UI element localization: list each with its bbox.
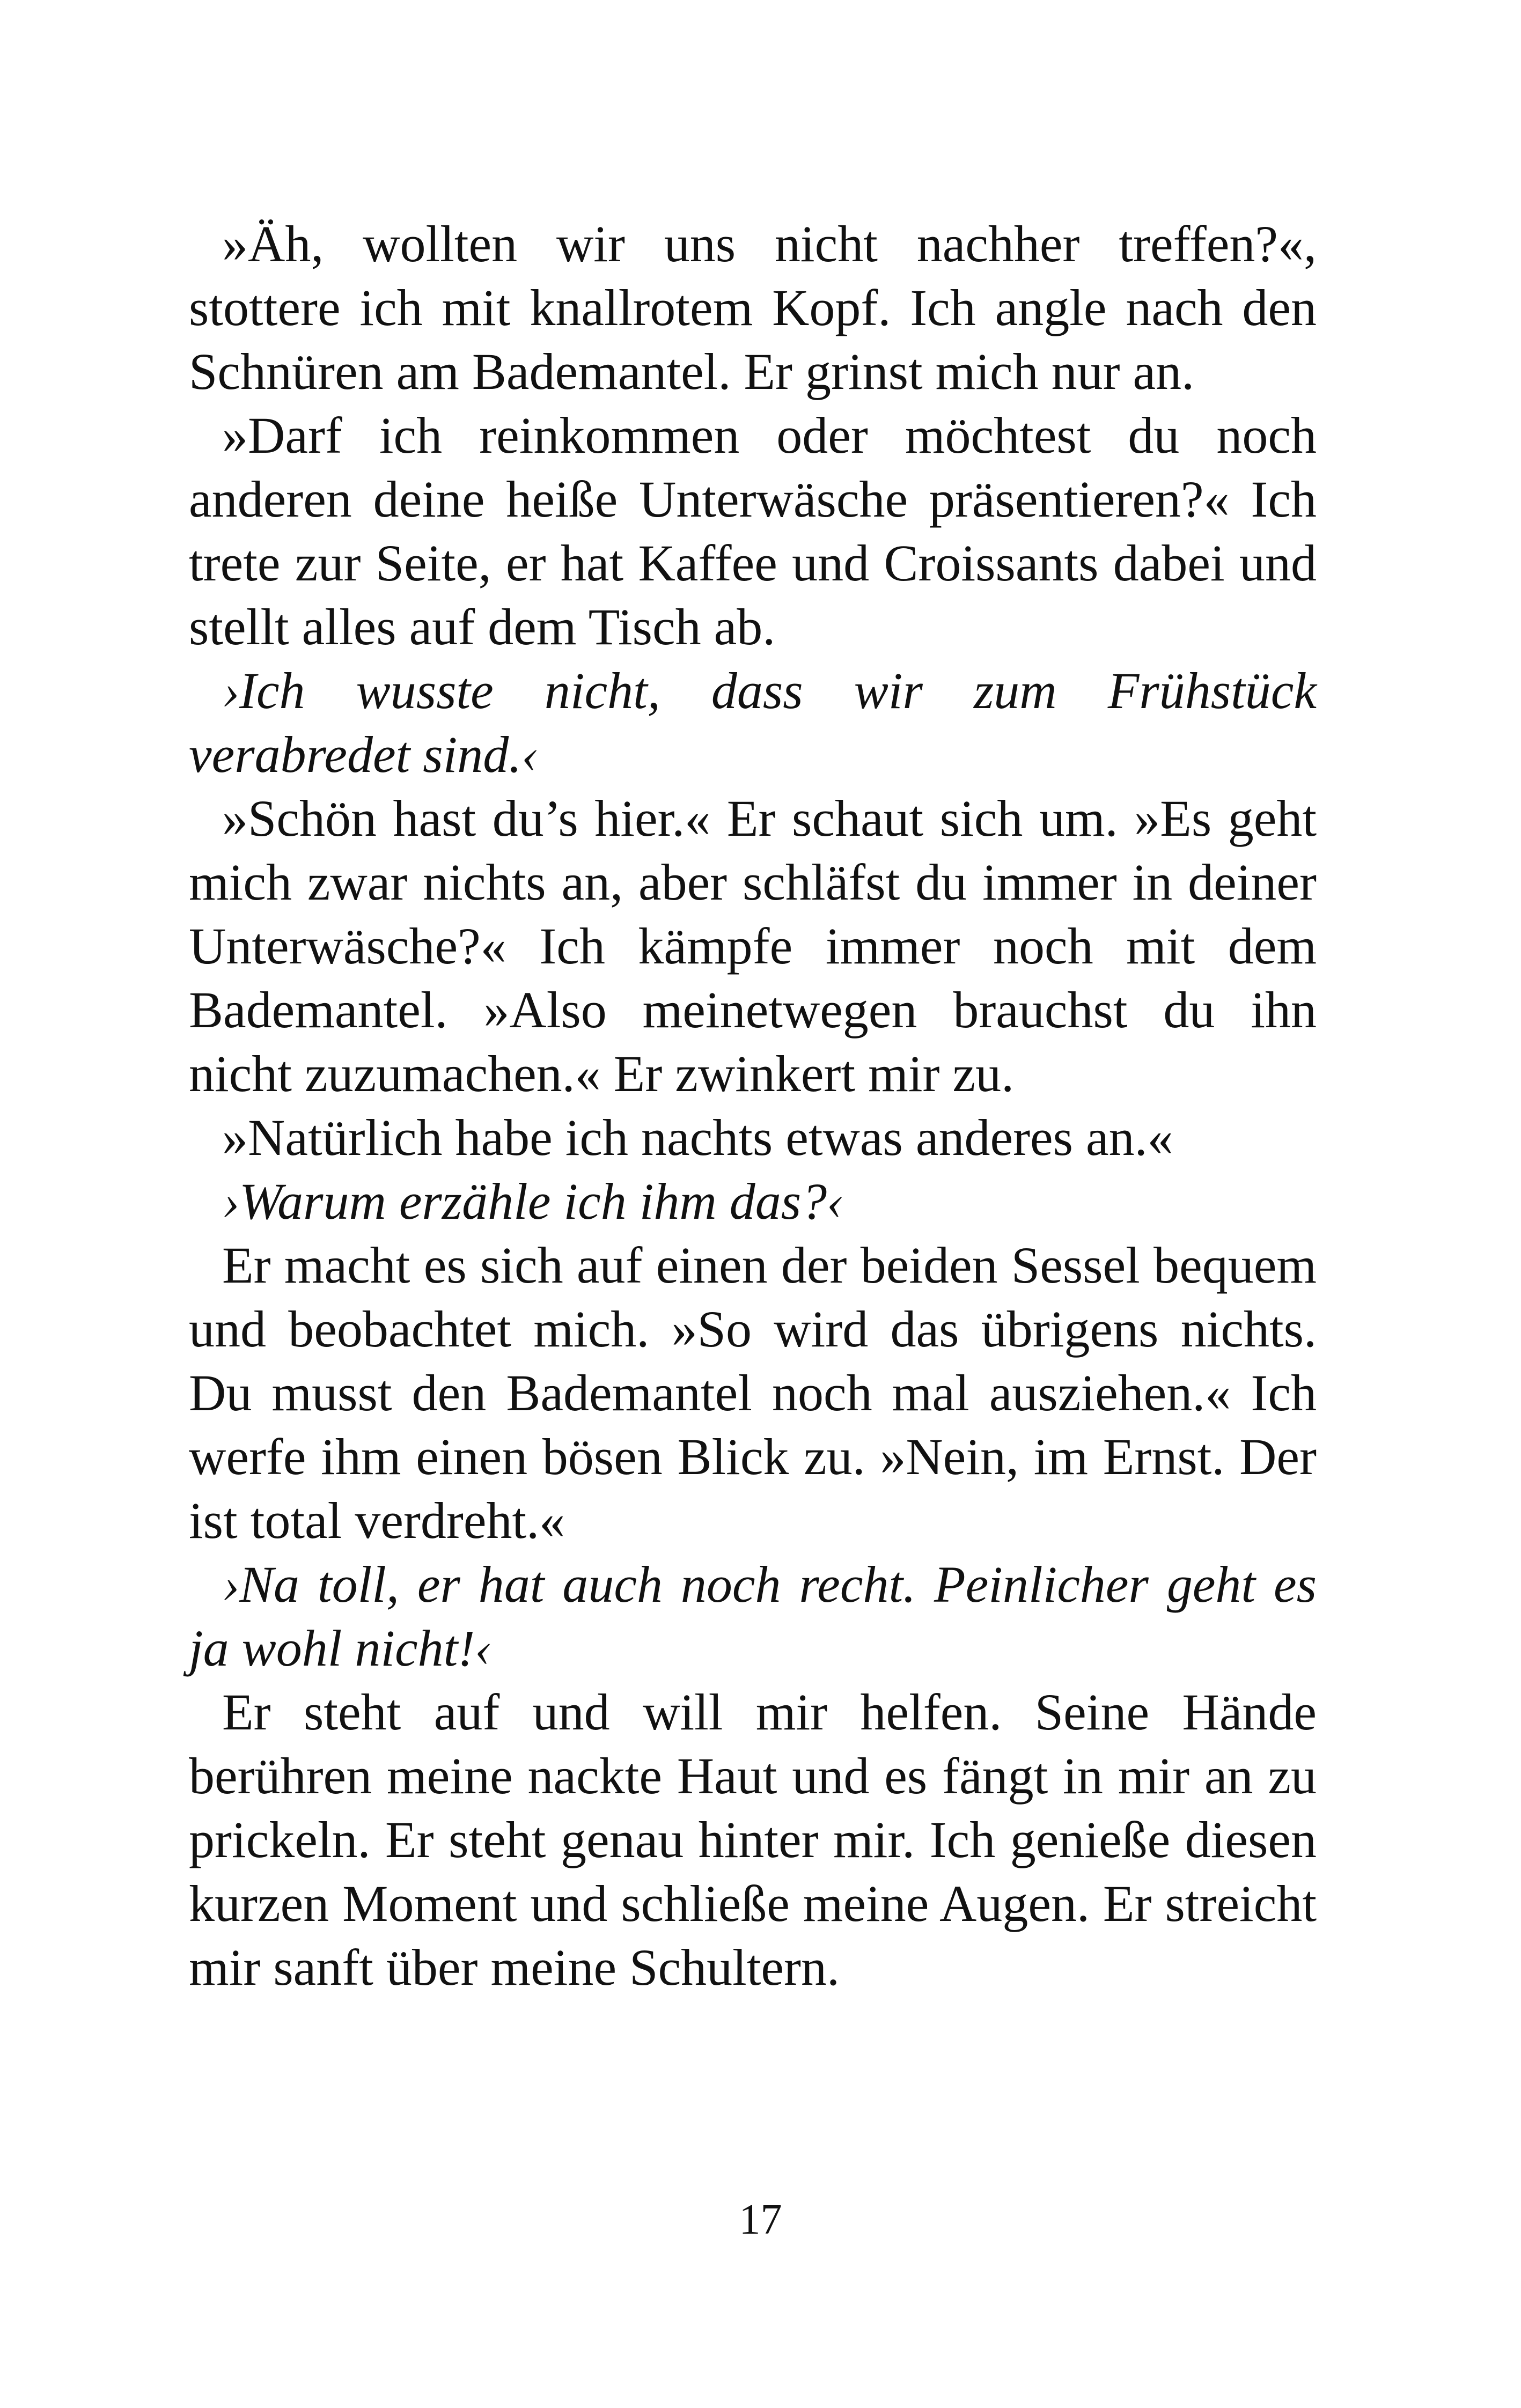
paragraph: Er steht auf und will mir helfen. Seine Hände berühren meine nackte Haut und es fängt in mir an zu prickeln. Er steht genau hinter mir. Ich genieße diesen kurzen Moment und schließe meine Augen. Er streicht mir sanft über meine Schultern. [189, 1683, 1317, 1996]
inner-thought: ›Ich wusste nicht, dass wir zum Frühstück verabredet sind.‹ [189, 662, 1317, 783]
paragraph: Er macht es sich auf einen der beiden Sessel bequem und beobachtet mich. »So wird das übrigens nichts. Du musst den Bademantel noch mal ausziehen.« Ich werfe ihm einen bösen Blick zu. »Nein, im Ernst. Der ist total verdreht.« [189, 1236, 1317, 1549]
paragraph: »Äh, wollten wir uns nicht nachher treffen?«, stottere ich mit knallrotem Kopf. Ich angle nach den Schnüren am Bademantel. Er grinst mich nur an. [189, 215, 1317, 400]
paragraph: »Natürlich habe ich nachts etwas anderes an.« [222, 1109, 1173, 1166]
body-text [189, 212, 1317, 1999]
paragraph: »Darf ich reinkommen oder möchtest du noch anderen deine heiße Unterwäsche präsentieren?« Ich trete zur Seite, er hat Kaffee und Croissants dabei und stellt alles auf dem Tisch ab. [189, 407, 1317, 656]
paragraph: »Schön hast du’s hier.« Er schaut sich um. »Es geht mich zwar nichts an, aber schläfst du immer in deiner Unterwäsche?« Ich kämpfe immer noch mit dem Bademantel. »Also meinetwegen brauchst du ihn nicht zuzumachen.« Er zwinkert mir zu. [189, 790, 1317, 1102]
page-number: 17 [739, 2196, 782, 2243]
inner-thought: ›Warum erzähle ich ihm das?‹ [222, 1173, 844, 1230]
inner-thought: ›Na toll, er hat auch noch recht. Peinlicher geht es ja wohl nicht!‹ [189, 1556, 1317, 1677]
